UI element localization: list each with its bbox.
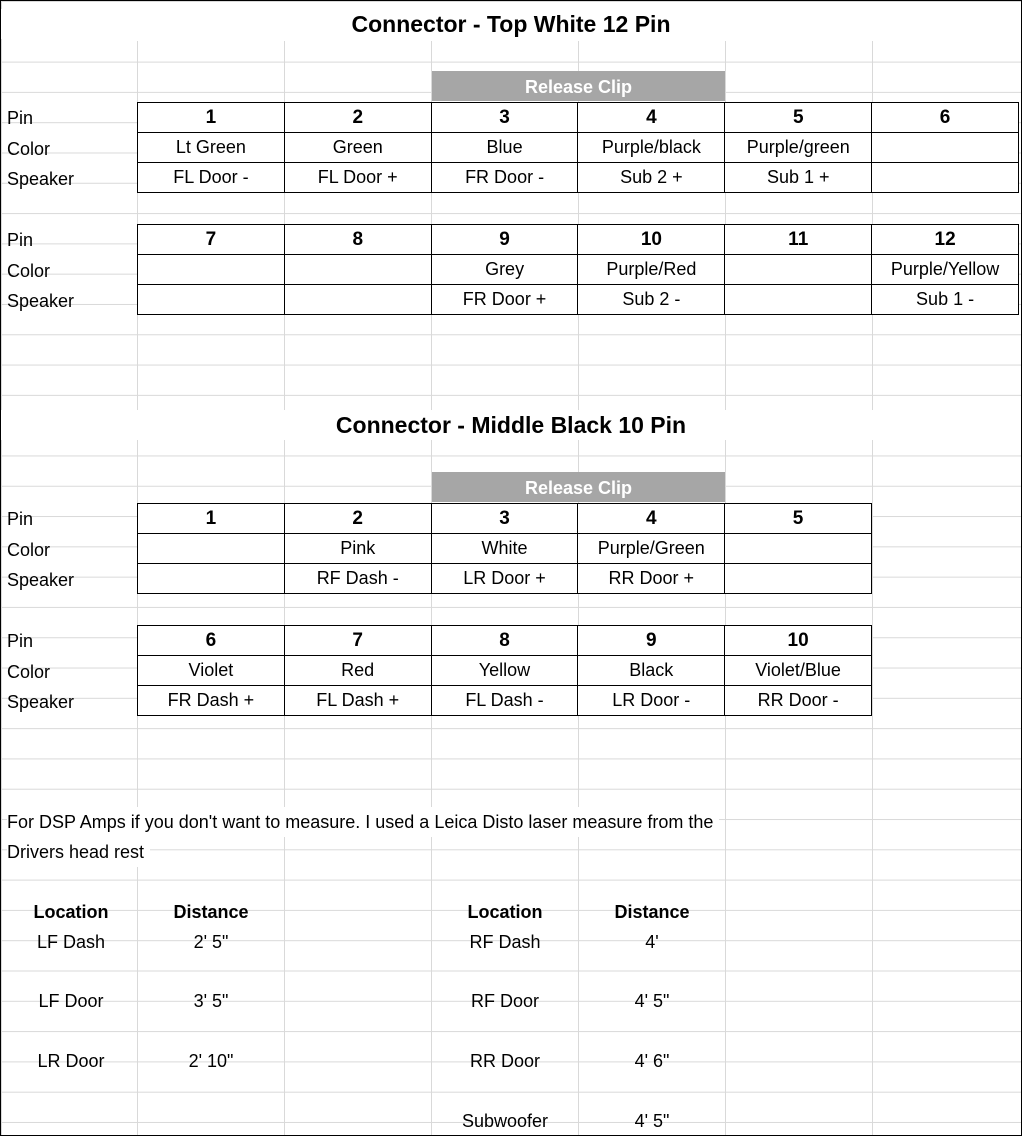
mid-g1-color-label: Color <box>7 540 51 560</box>
distance-cell: 4' 5" <box>634 1111 670 1131</box>
speaker-cell: Sub 1 + <box>725 163 872 193</box>
middle-connector-title: Connector - Middle Black 10 Pin <box>1 410 1021 440</box>
color-cell <box>284 255 431 285</box>
middle-pin-table-1 <box>137 503 872 594</box>
pin-cell: 8 <box>431 626 578 656</box>
distance-cell: 3' 5" <box>193 991 229 1011</box>
speaker-cell: Sub 1 - <box>872 285 1019 315</box>
pin-cell: 10 <box>725 626 872 656</box>
color-cell <box>872 133 1019 163</box>
speaker-cell: RR Door + <box>578 564 725 594</box>
speaker-cell: RF Dash - <box>284 564 431 594</box>
color-cell <box>725 534 872 564</box>
top-g1-color-label: Color <box>7 139 51 159</box>
pin-cell: 4 <box>578 504 725 534</box>
gridline <box>872 41 873 1135</box>
top-release-clip: Release Clip <box>432 71 725 101</box>
color-cell: Grey <box>431 255 578 285</box>
speaker-cell: Sub 2 - <box>578 285 725 315</box>
note-line-1: For DSP Amps if you don't want to measure. I used a Leica Disto laser measure from the <box>7 807 719 837</box>
color-cell <box>138 534 285 564</box>
pin-cell: 11 <box>725 225 872 255</box>
pin-cell: 6 <box>138 626 285 656</box>
pin-cell: 5 <box>725 103 872 133</box>
color-cell: Purple/green <box>725 133 872 163</box>
speaker-cell <box>138 564 285 594</box>
middle-release-clip: Release Clip <box>432 472 725 502</box>
top-pin-table-2 <box>137 224 1019 315</box>
top-g1-speaker-label: Speaker <box>7 169 75 189</box>
location-cell: RR Door <box>469 1051 540 1071</box>
speaker-cell: FR Dash + <box>138 686 285 716</box>
speaker-cell: FR Door - <box>431 163 578 193</box>
location-cell: LR Door <box>37 1051 105 1071</box>
mid-g2-color-label: Color <box>7 662 51 682</box>
color-cell: Purple/Green <box>578 534 725 564</box>
mid-g2-pin-label: Pin <box>7 631 34 651</box>
speaker-cell: FR Door + <box>431 285 578 315</box>
pin-cell: 9 <box>578 626 725 656</box>
speaker-cell: FL Dash - <box>431 686 578 716</box>
color-cell: Red <box>284 656 431 686</box>
distance-cell: 4' <box>645 932 659 952</box>
distance-cell: 4' 5" <box>634 991 670 1011</box>
right-distance-header: Distance <box>614 902 690 922</box>
speaker-cell: FL Door + <box>284 163 431 193</box>
speaker-cell: Sub 2 + <box>578 163 725 193</box>
top-g2-color-label: Color <box>7 261 51 281</box>
pin-cell: 2 <box>284 103 431 133</box>
pin-cell: 3 <box>431 103 578 133</box>
speaker-cell: FL Door - <box>138 163 285 193</box>
left-distance-header: Distance <box>173 902 249 922</box>
speaker-cell: FL Dash + <box>284 686 431 716</box>
distance-cell: 2' 5" <box>193 932 229 952</box>
location-cell: RF Door <box>470 991 539 1011</box>
location-cell: LF Dash <box>36 932 106 952</box>
right-location-header: Location <box>467 902 543 922</box>
speaker-cell <box>284 285 431 315</box>
speaker-cell <box>872 163 1019 193</box>
left-location-header: Location <box>33 902 109 922</box>
color-cell: Blue <box>431 133 578 163</box>
top-pin-table-1 <box>137 102 1019 193</box>
note-line-2: Drivers head rest <box>7 837 150 867</box>
color-cell <box>725 255 872 285</box>
speaker-cell <box>725 564 872 594</box>
pin-cell: 12 <box>872 225 1019 255</box>
speaker-cell <box>138 285 285 315</box>
pin-cell: 8 <box>284 225 431 255</box>
color-cell: Violet/Blue <box>725 656 872 686</box>
pin-cell: 4 <box>578 103 725 133</box>
pin-cell: 2 <box>284 504 431 534</box>
location-cell: Subwoofer <box>461 1111 549 1131</box>
color-cell: Pink <box>284 534 431 564</box>
pin-cell: 10 <box>578 225 725 255</box>
middle-pin-table-2 <box>137 625 872 716</box>
pin-cell: 1 <box>138 504 285 534</box>
pin-cell: 6 <box>872 103 1019 133</box>
location-cell: LF Door <box>38 991 104 1011</box>
top-g2-speaker-label: Speaker <box>7 291 75 311</box>
top-g2-pin-label: Pin <box>7 230 34 250</box>
top-g1-pin-label: Pin <box>7 108 34 128</box>
color-cell: Purple/black <box>578 133 725 163</box>
pin-cell: 7 <box>284 626 431 656</box>
pin-cell: 9 <box>431 225 578 255</box>
speaker-cell: LR Door - <box>578 686 725 716</box>
mid-g1-pin-label: Pin <box>7 509 34 529</box>
color-cell <box>138 255 285 285</box>
color-cell: Purple/Yellow <box>872 255 1019 285</box>
location-cell: RF Dash <box>469 932 541 952</box>
speaker-cell: LR Door + <box>431 564 578 594</box>
mid-g2-speaker-label: Speaker <box>7 692 75 712</box>
color-cell: White <box>431 534 578 564</box>
color-cell: Green <box>284 133 431 163</box>
color-cell: Black <box>578 656 725 686</box>
color-cell: Lt Green <box>138 133 285 163</box>
pin-cell: 3 <box>431 504 578 534</box>
speaker-cell <box>725 285 872 315</box>
color-cell: Purple/Red <box>578 255 725 285</box>
speaker-cell: RR Door - <box>725 686 872 716</box>
pin-cell: 1 <box>138 103 285 133</box>
mid-g1-speaker-label: Speaker <box>7 570 75 590</box>
color-cell: Violet <box>138 656 285 686</box>
distance-cell: 2' 10" <box>188 1051 234 1071</box>
pin-cell: 5 <box>725 504 872 534</box>
distance-cell: 4' 6" <box>634 1051 670 1071</box>
top-connector-title: Connector - Top White 12 Pin <box>1 9 1021 39</box>
color-cell: Yellow <box>431 656 578 686</box>
pin-cell: 7 <box>138 225 285 255</box>
